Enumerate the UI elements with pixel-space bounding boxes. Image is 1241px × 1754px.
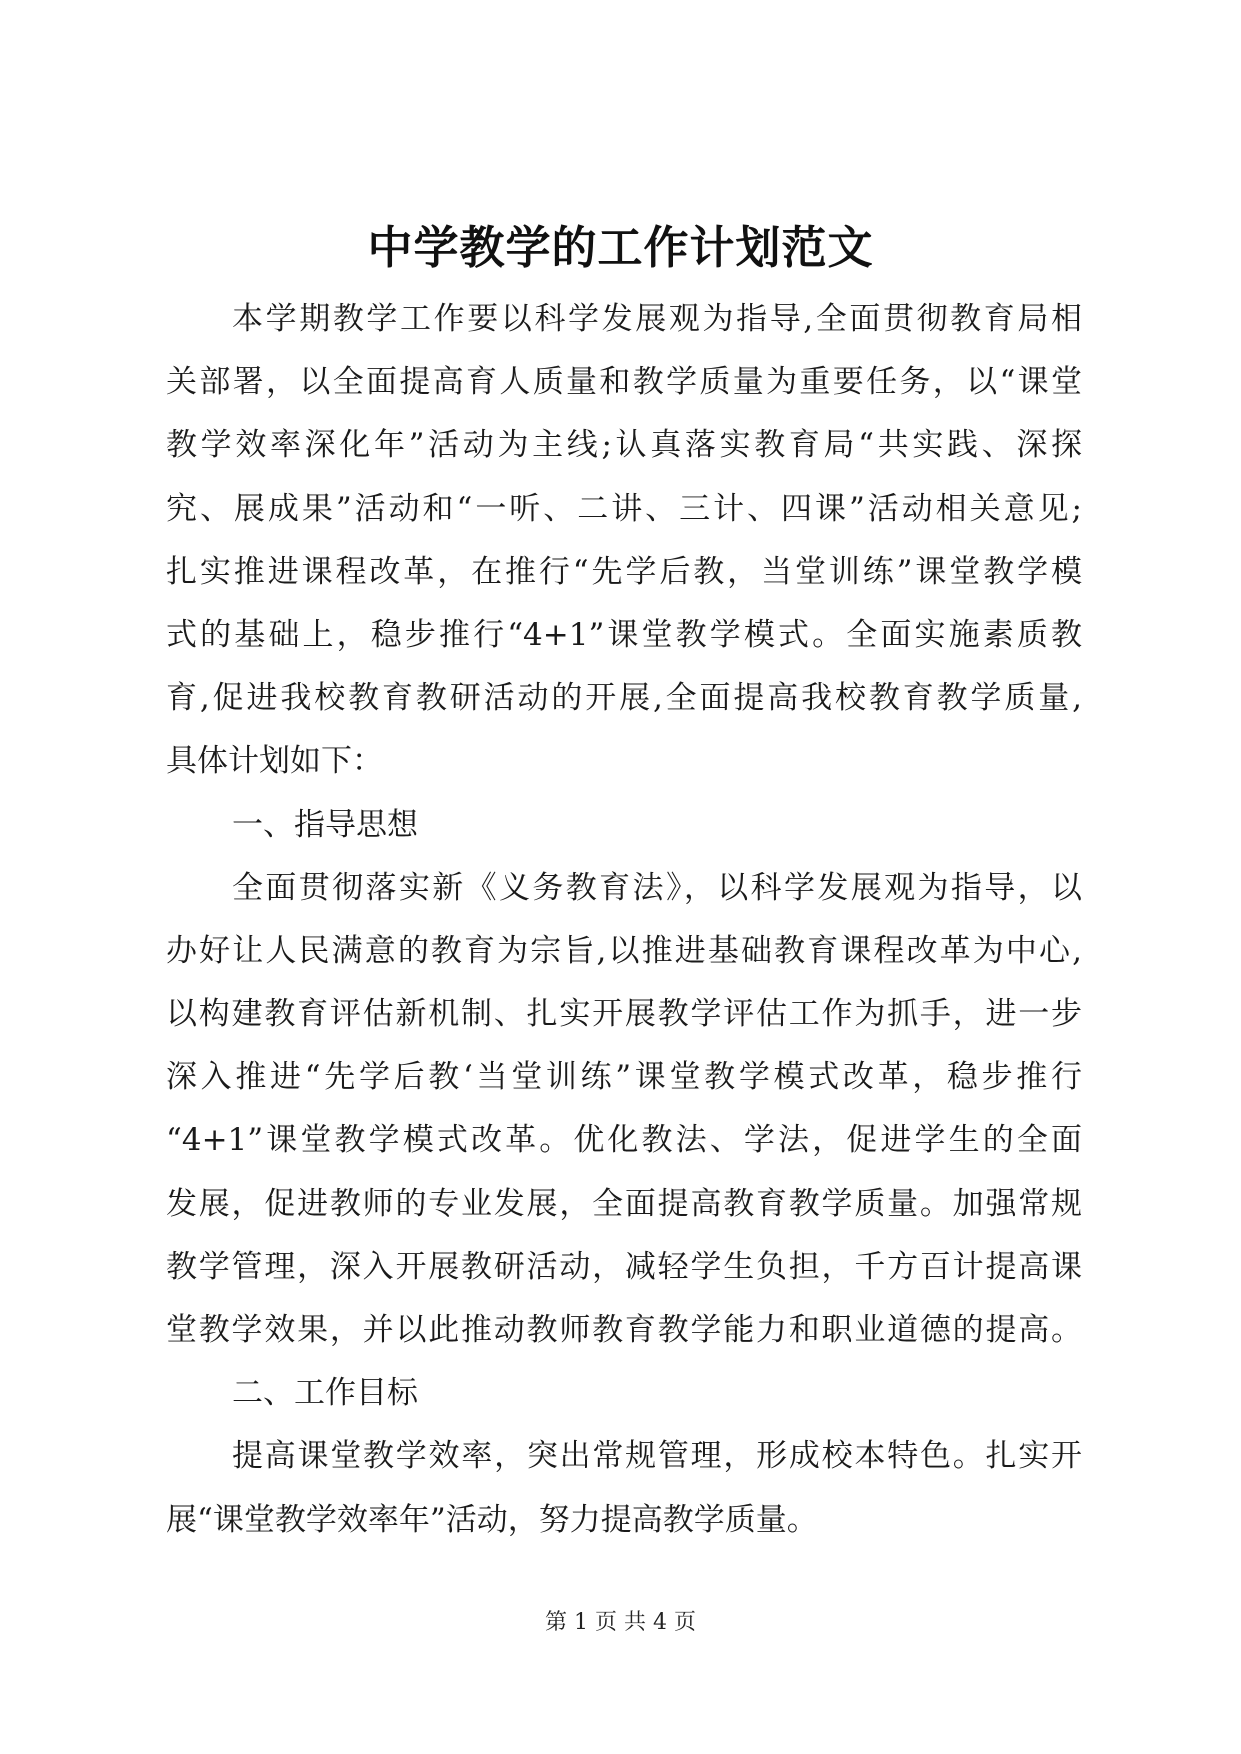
body-line: “4+1”课堂教学模式改革。优化教法、学法，促进学生的全面 (166, 1122, 1082, 1159)
body-line: 以构建教育评估新机制、扎实开展教学评估工作为抓手，进一步 (166, 996, 1082, 1033)
document-body (166, 288, 1082, 1552)
section-heading: 二、工作目标 (232, 1375, 418, 1412)
body-line: 展“课堂教学效率年”活动，努力提高教学质量。 (166, 1501, 818, 1538)
body-line: 关部署，以全面提高育人质量和教学质量为重要任务，以“课堂 (166, 364, 1082, 401)
body-line: 深入推进“先学后教‘当堂训练”课堂教学模式改革，稳步推行 (166, 1059, 1082, 1096)
body-line: 具体计划如下： (166, 743, 383, 780)
body-line: 究、展成果”活动和“一听、二讲、三计、四课”活动相关意见; (166, 490, 1082, 527)
body-line: 本学期教学工作要以科学发展观为指导,全面贯彻教育局相 (232, 301, 1082, 337)
section-heading: 一、指导思想 (232, 806, 418, 843)
document-title: 中学教学的工作计划范文 (367, 221, 874, 274)
body-line: 提高课堂教学效率，突出常规管理，形成校本特色。扎实开 (232, 1438, 1082, 1475)
body-line: 扎实推进课程改革，在推行“先学后教，当堂训练”课堂教学模 (166, 553, 1082, 590)
body-line: 堂教学效果，并以此推动教师教育教学能力和职业道德的提高。 (166, 1312, 1082, 1348)
page-footer: 第 1 页 共 4 页 (545, 1610, 696, 1635)
body-line: 教学管理，深入开展教研活动，减轻学生负担，千方百计提高课 (166, 1248, 1082, 1285)
body-line: 教学效率深化年”活动为主线;认真落实教育局“共实践、深探 (166, 427, 1082, 464)
body-line: 全面贯彻落实新《义务教育法》，以科学发展观为指导，以 (232, 869, 1082, 906)
body-line: 育,促进我校教育教研活动的开展,全面提高我校教育教学质量, (166, 680, 1082, 717)
body-line: 式的基础上，稳步推行“4+1”课堂教学模式。全面实施素质教 (166, 616, 1082, 653)
body-line: 发展，促进教师的专业发展，全面提高教育教学质量。加强常规 (166, 1185, 1082, 1222)
body-line: 办好让人民满意的教育为宗旨,以推进基础教育课程改革为中心, (166, 932, 1082, 969)
